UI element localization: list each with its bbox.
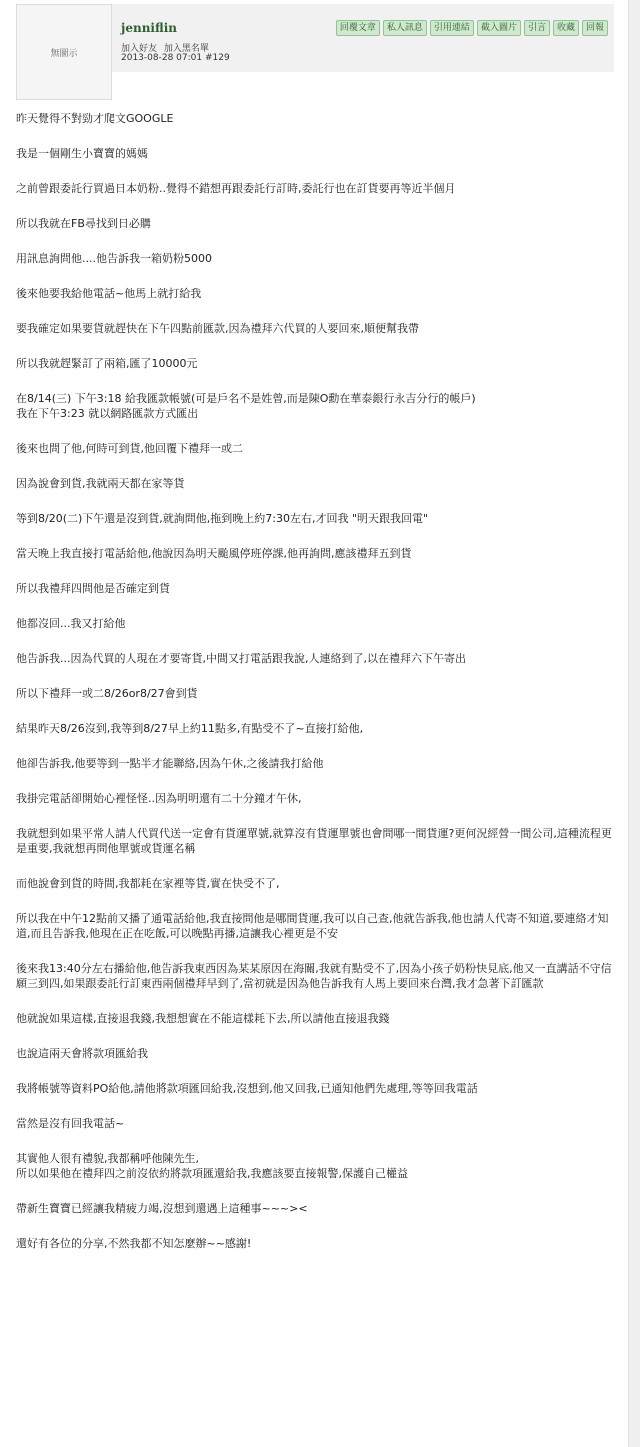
- load-images-button[interactable]: 截入圖片: [477, 20, 521, 36]
- private-message-button[interactable]: 私人訊息: [383, 20, 427, 36]
- post-paragraph: 結果昨天8/26沒到,我等到8/27早上約11點多,有點受不了~直接打給他,: [16, 722, 364, 735]
- post-header: [16, 4, 614, 72]
- post-paragraph: 他都沒回...我又打給他: [16, 617, 126, 630]
- add-blacklist-link[interactable]: 加入黑名單: [163, 44, 209, 54]
- post-paragraph: 而他說會到貨的時間,我都耗在家裡等貨,實在快受不了,: [16, 877, 280, 890]
- post-paragraph: 帶新生寶寶已經讓我精疲力竭,沒想到還遇上這種事~~~><: [16, 1202, 308, 1215]
- post-paragraph: 所以我禮拜四問他是否確定到貨: [16, 582, 170, 595]
- reply-button[interactable]: 回覆文章: [336, 20, 380, 36]
- post-paragraph: 在8/14(三) 下午3:18 給我匯款帳號(可是戶名不是姓曾,而是陳O勳在華泰銀行永吉分行的帳戶) 我在下午3:23 就以網路匯款方式匯出: [16, 392, 476, 420]
- post-content: [16, 111, 616, 1271]
- add-friend-link[interactable]: 加入好友: [121, 44, 158, 54]
- post-paragraph: 我掛完電話卻開始心裡怪怪..因為明明還有二十分鐘才午休,: [16, 792, 302, 805]
- post-paragraph: 我將帳號等資料PO給他,請他將款項匯回給我,沒想到,他又回我,已通知他們先處理,等等回我電話: [16, 1082, 478, 1095]
- post-paragraph: 後來我13:40分左右播給他,他告訴我東西因為某某原因在海關,我就有點受不了,因為小孩子奶粉快見底,他又一直講話不守信願三到四,如果跟委託行訂東西兩個禮拜早到了,當初就是因為他告訴我有人馬上要回來台灣,我才急著下訂匯款: [16, 962, 612, 990]
- post-paragraph: 要我確定如果要貨就趕快在下午四點前匯款,因為禮拜六代買的人要回來,順便幫我帶: [16, 322, 419, 335]
- report-button[interactable]: 回報: [582, 20, 608, 36]
- post-paragraph: 我是一個剛生小寶寶的媽媽: [16, 147, 148, 160]
- post-paragraph: 後來他要我給他電話~他馬上就打給我: [16, 287, 202, 300]
- post-paragraph: 所以我就趕緊訂了兩箱,匯了10000元: [16, 357, 198, 370]
- avatar-placeholder-text: 無圖示: [50, 48, 78, 59]
- post-paragraph: 其實他人很有禮貌,我都稱呼他陳先生, 所以如果他在禮拜四之前沒依約將款項匯還給我,我應該要直接報警,保護自己權益: [16, 1152, 408, 1180]
- post-paragraph: 我就想到如果平常人請人代買代送一定會有貨運單號,就算沒有貨運單號也會問哪一間貨運?更何況經營一間公司,這種流程更是重要,我就想再問他單號或貨運名稱: [16, 827, 612, 855]
- post-paragraph: 還好有各位的分享,不然我都不知怎麼辦~~感謝!: [16, 1237, 252, 1250]
- post-datetime: 2013-08-28 07:01 #129: [121, 53, 230, 63]
- post-paragraph: 後來也問了他,何時可到貨,他回覆下禮拜一或二: [16, 442, 243, 455]
- post-paragraph: 當天晚上我直接打電話給他,他說因為明天颱風停班停課,他再詢問,應該禮拜五到貨: [16, 547, 412, 560]
- post-paragraph: 當然是沒有回我電話~: [16, 1117, 125, 1130]
- quote-link-button[interactable]: 引用連結: [430, 20, 474, 36]
- username-link[interactable]: jenniflin: [121, 21, 177, 35]
- post-paragraph: 昨天覺得不對勁才爬文GOOGLE: [16, 112, 174, 125]
- favorite-button[interactable]: 收藏: [553, 20, 579, 36]
- post-paragraph: 所以我在中午12點前又播了通電話給他,我直接問他是哪間貨運,我可以自己查,他就告訴我,他也請人代寄不知道,要連絡才知道,而且告訴我,他現在正在吃飯,可以晚點再播,這讓我心裡更是不安: [16, 912, 609, 940]
- avatar[interactable]: [16, 4, 112, 100]
- post-paragraph: 他就說如果這樣,直接退我錢,我想想實在不能這樣耗下去,所以請他直接退我錢: [16, 1012, 390, 1025]
- post-paragraph: 所以我就在FB尋找到日必購: [16, 217, 151, 230]
- post-paragraph: 他告訴我...因為代買的人現在才要寄貨,中間又打電話跟我說,人連絡到了,以在禮拜六下午寄出: [16, 652, 466, 665]
- post-paragraph: 用訊息詢問他....他告訴我一箱奶粉5000: [16, 252, 212, 265]
- post-paragraph: 等到8/20(二)下午還是沒到貨,就詢問他,拖到晚上約7:30左右,才回我 "明天跟我回電": [16, 512, 429, 525]
- scrollbar[interactable]: [628, 0, 640, 1447]
- quote-button[interactable]: 引言: [524, 20, 550, 36]
- post-paragraph: 因為說會到貨,我就兩天都在家等貨: [16, 477, 185, 490]
- post-action-buttons: [336, 20, 608, 36]
- post-paragraph: 之前曾跟委託行買過日本奶粉..覺得不錯想再跟委託行訂時,委託行也在訂貨要再等近半個月: [16, 182, 456, 195]
- post-paragraph: 他卻告訴我,他要等到一點半才能聯絡,因為午休,之後請我打給他: [16, 757, 324, 770]
- post-paragraph: 所以下禮拜一或二8/26or8/27會到貨: [16, 687, 198, 700]
- post-paragraph: 也說這兩天會將款項匯給我: [16, 1047, 148, 1060]
